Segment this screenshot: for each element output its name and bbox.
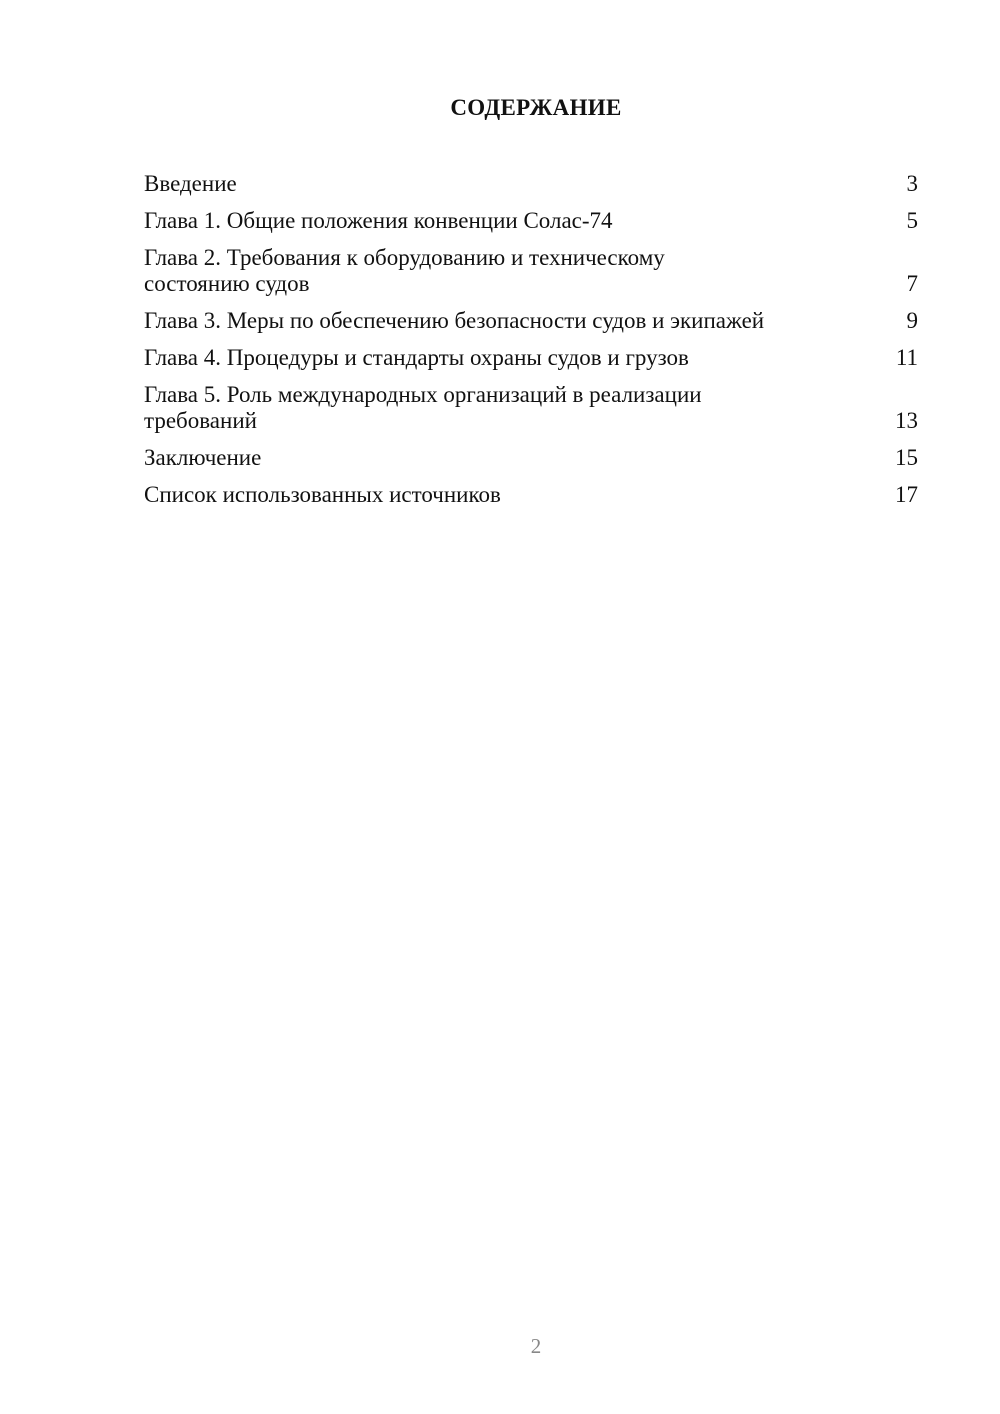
toc-entry-chapter-4 (144, 345, 918, 371)
toc-entry-conclusion (144, 445, 918, 471)
toc-entry-page: 11 (895, 345, 918, 370)
toc-entry-text: Глава 2. Требования к оборудованию и техническому состоянию судов (144, 245, 665, 296)
toc-entry-text: Глава 4. Процедуры и стандарты охраны судов и грузов (144, 345, 689, 370)
toc-entry-text: Глава 3. Меры по обеспечению безопасности судов и экипажей (144, 308, 765, 333)
toc-entry-chapter-1 (144, 208, 918, 234)
toc-entry-text: Заключение (144, 445, 262, 470)
toc-entry-text: Список использованных источников (144, 482, 501, 507)
toc-entry-chapter-3 (144, 308, 918, 334)
toc-entry-page: 7 (906, 271, 918, 296)
toc-entry-text: Глава 1. Общие положения конвенции Солас-74 (144, 208, 613, 233)
toc-entry-references (144, 482, 918, 508)
toc-entry-introduction (144, 171, 918, 197)
page-number: 2 (530, 1334, 542, 1358)
toc-entry-text: Глава 5. Роль международных организаций в реализации требований (144, 382, 702, 433)
toc-entry-page: 15 (895, 445, 918, 470)
toc-entry-chapter-2 (144, 245, 918, 297)
toc-list (144, 171, 918, 519)
toc-entry-page: 9 (906, 308, 918, 333)
toc-entry-page: 3 (906, 171, 918, 196)
toc-title: СОДЕРЖАНИЕ (450, 95, 622, 120)
toc-entry-page: 13 (895, 408, 918, 433)
toc-entry-page: 5 (906, 208, 918, 233)
toc-entry-text: Введение (144, 171, 237, 196)
toc-entry-page: 17 (895, 482, 918, 507)
toc-entry-chapter-5 (144, 382, 918, 434)
